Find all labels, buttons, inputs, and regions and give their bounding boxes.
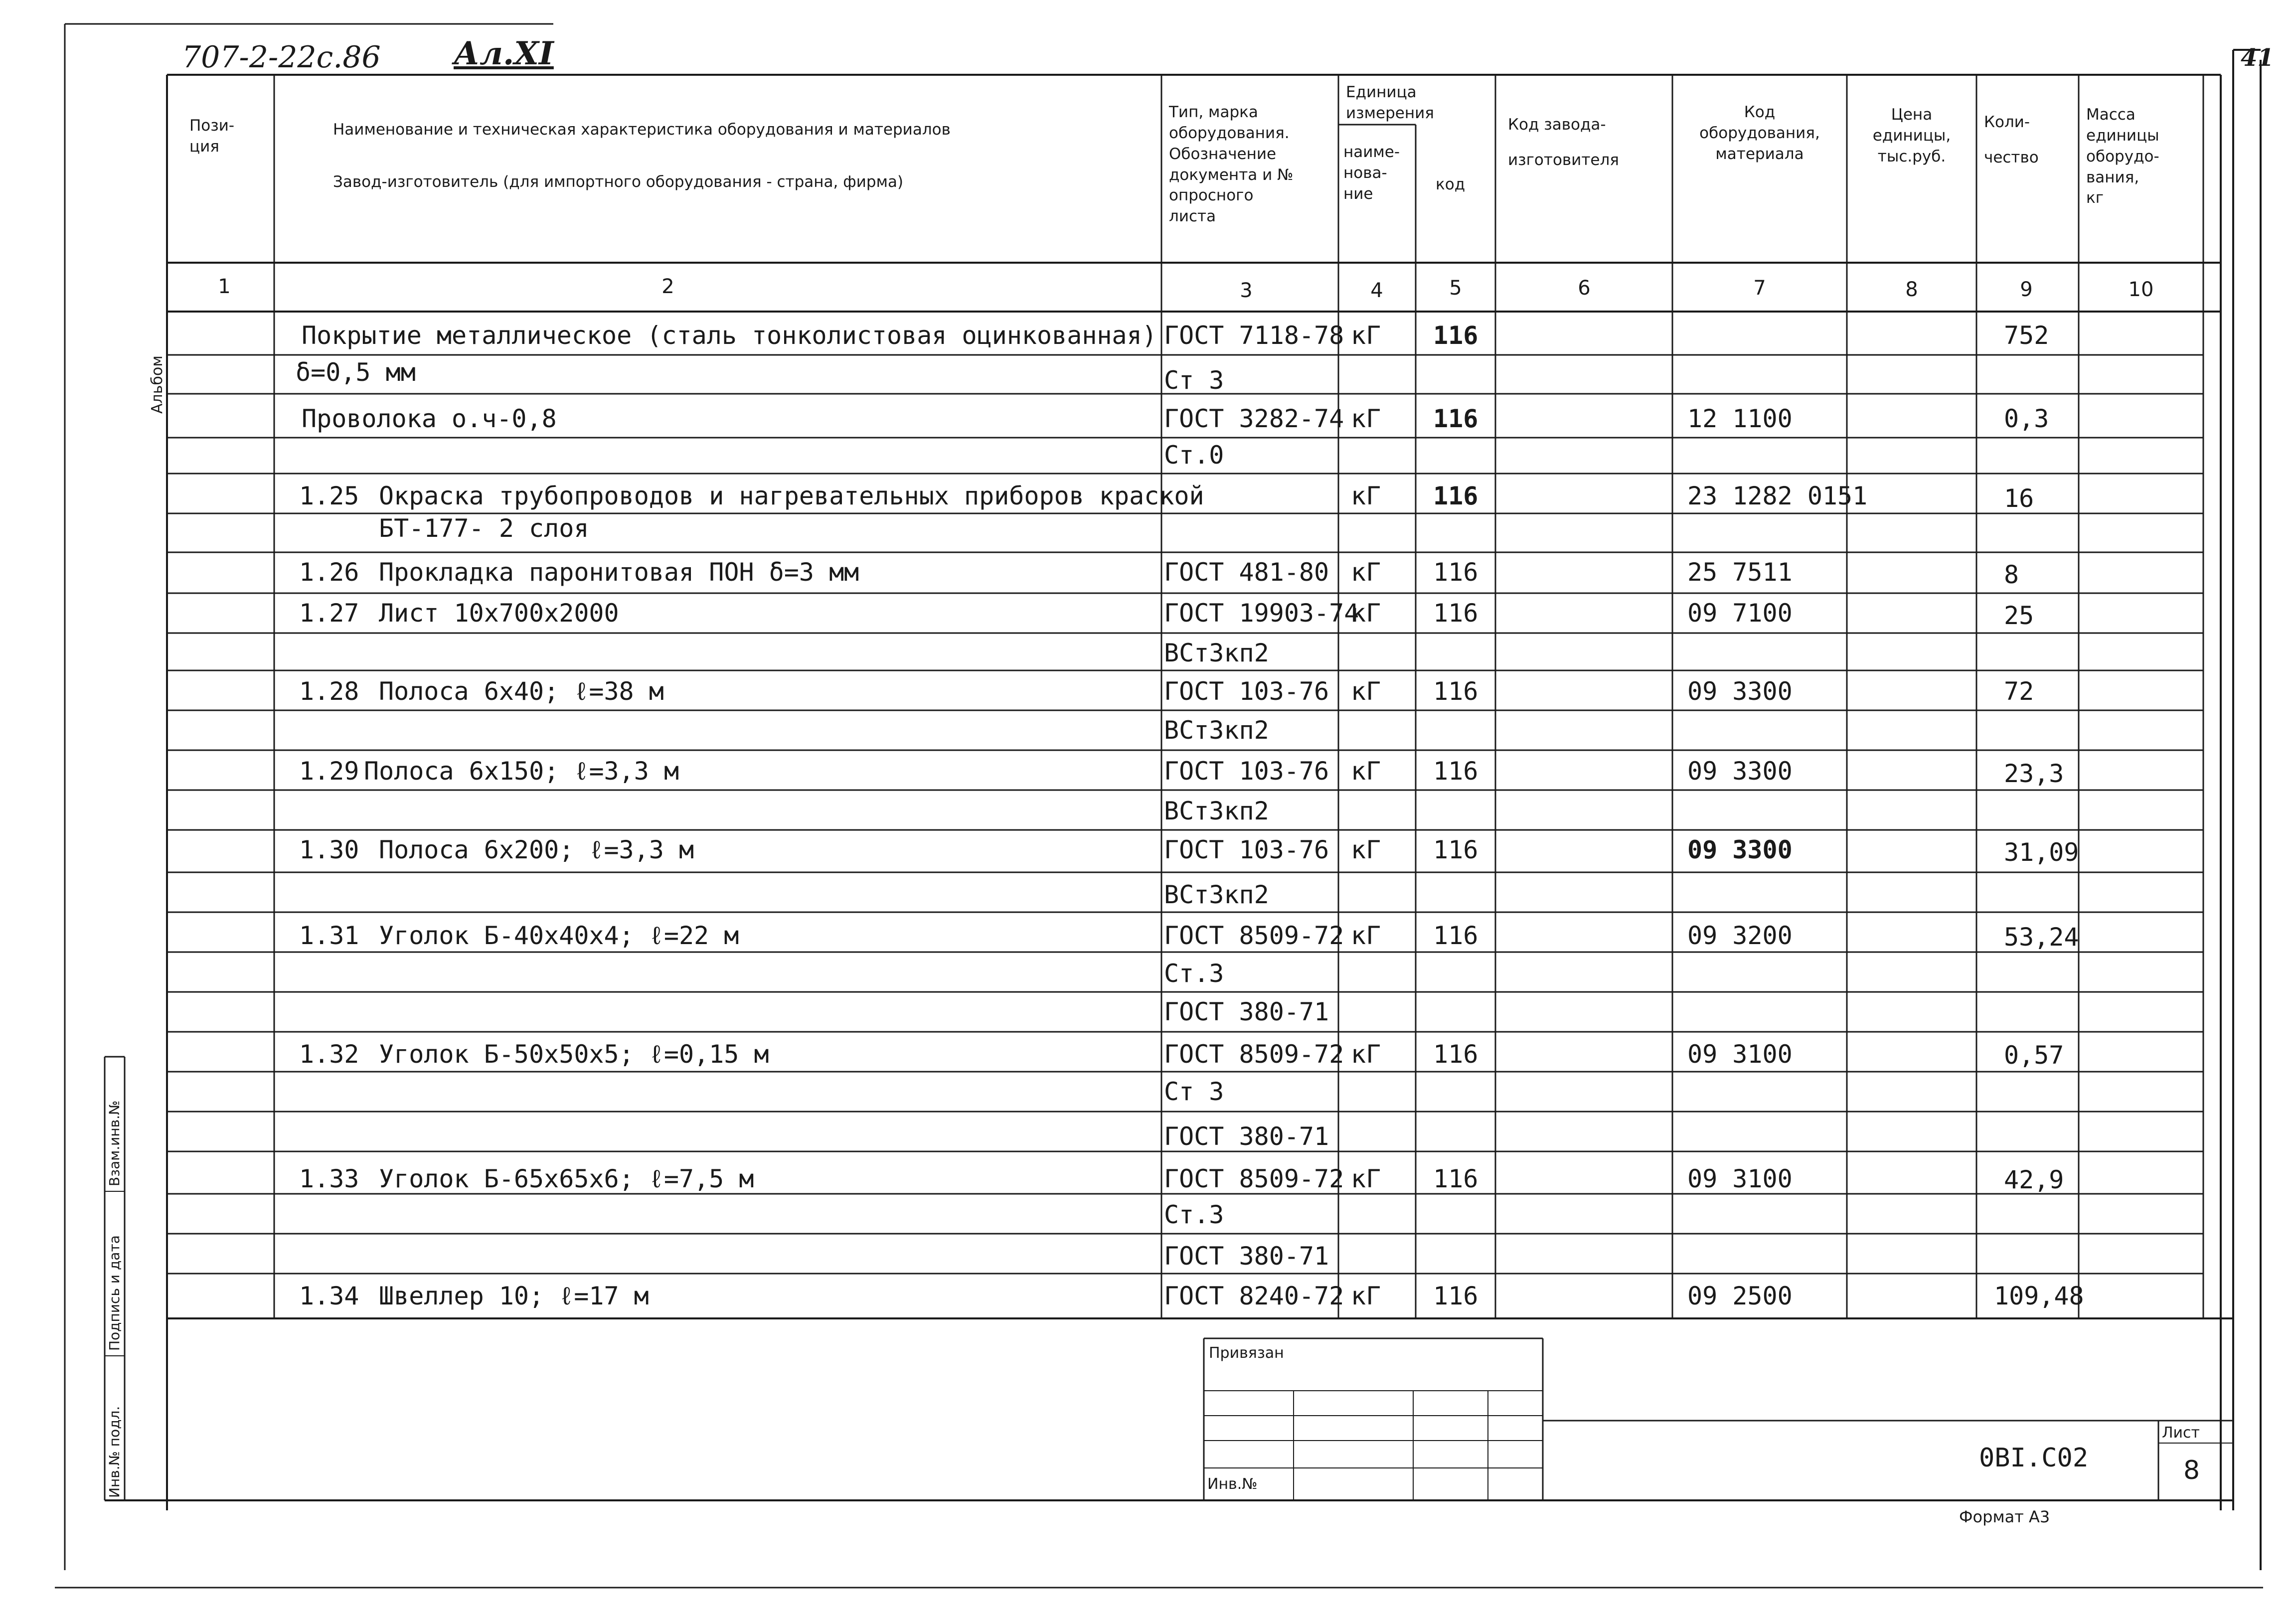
row-pos: 1.27 (299, 599, 359, 628)
row-equip: 09 3300 (1687, 835, 1793, 864)
row-pos: 1.32 (299, 1040, 359, 1069)
header-unit-name: наиме- нова- ние (1343, 143, 1400, 203)
row-code: 116 (1433, 921, 1478, 950)
header-factory-code: Код завода- изготовителя (1508, 116, 1619, 169)
row-type: ГОСТ 481-80 (1164, 558, 1329, 587)
header-equip-code: Код оборудования, материала (1699, 103, 1820, 163)
row-qty: 109,48 (1994, 1282, 2084, 1310)
row-unit: кГ (1351, 404, 1381, 433)
row-code: 116 (1433, 1164, 1478, 1193)
row-type: Ст.3 (1164, 1200, 1224, 1229)
side-label-inv-podl: Инв.№ подл. (106, 1406, 123, 1498)
album-code: 707-2-22с.86 (182, 40, 381, 75)
row-unit: кГ (1351, 757, 1381, 786)
row-qty: 752 (2004, 321, 2049, 350)
row-pos: 1.28 (299, 677, 359, 706)
row-qty: 72 (2004, 677, 2034, 706)
row-code: 116 (1433, 482, 1478, 510)
row-unit: кГ (1351, 558, 1381, 587)
row-type: Ст 3 (1164, 366, 1224, 395)
side-label-vzam-inv: Взам.инв.№ (106, 1100, 123, 1186)
row-name: Покрытие металлическое (сталь тонколистовая оцинкованная) (302, 321, 1157, 350)
header-price: Цена единицы, тыс.руб. (1872, 106, 1951, 165)
row-type: ГОСТ 103-76 (1164, 835, 1329, 864)
row-unit: кГ (1351, 835, 1381, 864)
row-unit: кГ (1351, 1164, 1381, 1193)
sheet-label: Лист (2162, 1424, 2200, 1442)
corner-mark: 41 (2241, 44, 2274, 72)
row-unit: кГ (1351, 1282, 1381, 1310)
row-name: БТ-177- 2 слоя (379, 514, 589, 543)
colnum-6: 6 (1578, 277, 1591, 300)
row-type: ГОСТ 3282-74 (1164, 404, 1344, 433)
side-label-album: Альбом (149, 355, 166, 414)
row-pos: 1.33 (299, 1164, 359, 1193)
row-equip: 09 3100 (1687, 1040, 1793, 1069)
stamp-inv-no: Инв.№ (1207, 1475, 1258, 1493)
row-equip: 09 3300 (1687, 757, 1793, 786)
row-pos: 1.25 (299, 482, 359, 510)
row-code: 116 (1433, 404, 1478, 433)
row-type: Ст 3 (1164, 1077, 1224, 1106)
row-type: ГОСТ 380-71 (1164, 997, 1329, 1026)
row-pos: 1.34 (299, 1282, 359, 1310)
row-name: Лист 10х700х2000 (379, 599, 619, 628)
album-volume: Ал.XI (454, 35, 554, 72)
colnum-8: 8 (1905, 278, 1918, 301)
header-qty: Коли- чество (1984, 113, 2039, 167)
row-unit: кГ (1351, 1040, 1381, 1069)
row-type: ГОСТ 380-71 (1164, 1242, 1329, 1271)
colnum-4: 4 (1370, 279, 1383, 302)
row-equip: 09 3100 (1687, 1164, 1793, 1193)
row-type: ГОСТ 8240-72 (1164, 1282, 1344, 1310)
row-type: Ст.3 (1164, 959, 1224, 988)
row-equip: 25 7511 (1687, 558, 1793, 587)
row-equip: 09 2500 (1687, 1282, 1793, 1310)
row-code: 116 (1433, 321, 1478, 350)
row-qty: 25 (2004, 601, 2034, 630)
row-equip: 12 1100 (1687, 404, 1793, 433)
side-label-podpis: Подпись и дата (106, 1235, 123, 1351)
row-equip: 23 1282 0151 (1687, 482, 1868, 510)
colnum-2: 2 (661, 275, 674, 298)
row-code: 116 (1433, 757, 1478, 786)
row-code: 116 (1433, 1282, 1478, 1310)
row-unit: кГ (1351, 482, 1381, 510)
sheet-number: 8 (2183, 1456, 2200, 1485)
row-code: 116 (1433, 1040, 1478, 1069)
row-qty: 42,9 (2004, 1165, 2064, 1194)
row-name: Проволока о.ч-0,8 (302, 404, 557, 433)
row-unit: кГ (1351, 599, 1381, 628)
row-type: ГОСТ 8509-72 (1164, 1040, 1344, 1069)
row-equip: 09 3200 (1687, 921, 1793, 950)
colnum-1: 1 (218, 275, 231, 298)
row-name: Уголок Б-50х50х5; ℓ=0,15 м (379, 1040, 769, 1069)
row-name: Прокладка паронитовая ПОН δ=3 мм (379, 558, 859, 587)
row-type: ВСт3кп2 (1164, 639, 1269, 667)
row-equip: 09 7100 (1687, 599, 1793, 628)
row-type: ГОСТ 8509-72 (1164, 921, 1344, 950)
colnum-3: 3 (1240, 279, 1253, 302)
header-type: Тип, марка оборудования. Обозначение документа и № опросного листа (1169, 103, 1294, 226)
row-name: Швеллер 10; ℓ=17 м (379, 1282, 649, 1310)
header-name-line2: Завод-изготовитель (для импортного оборудования - страна, фирма) (333, 173, 904, 191)
row-qty: 23,3 (2004, 759, 2064, 788)
row-unit: кГ (1351, 677, 1381, 706)
row-qty: 16 (2004, 484, 2034, 513)
colnum-7: 7 (1753, 277, 1766, 300)
row-qty: 8 (2004, 560, 2019, 589)
row-type: ГОСТ 8509-72 (1164, 1164, 1344, 1193)
colnum-5: 5 (1449, 277, 1462, 300)
colnum-10: 10 (2128, 278, 2154, 301)
row-type: ГОСТ 380-71 (1164, 1122, 1329, 1151)
row-code: 116 (1433, 677, 1478, 706)
row-name: Окраска трубопроводов и нагревательных приборов краской (379, 482, 1204, 510)
row-type: Ст.0 (1164, 441, 1224, 470)
row-type: ГОСТ 19903-74 (1164, 599, 1359, 628)
header-unit-group: Единица измерения (1346, 83, 1434, 122)
header-pos: Пози- ция (189, 117, 235, 156)
row-name: δ=0,5 мм (296, 358, 416, 387)
header-unit-code: код (1436, 175, 1466, 193)
row-qty: 0,3 (2004, 404, 2049, 433)
format-label: Формат А3 (1959, 1507, 2050, 1526)
row-unit: кГ (1351, 921, 1381, 950)
row-qty: 0,57 (2004, 1041, 2064, 1070)
row-type: ГОСТ 103-76 (1164, 757, 1329, 786)
row-pos: 1.26 (299, 558, 359, 587)
row-type: ГОСТ 7118-78 (1164, 321, 1344, 350)
row-qty: 53,24 (2004, 923, 2079, 952)
row-code: 116 (1433, 835, 1478, 864)
colnum-9: 9 (2020, 278, 2033, 301)
row-code: 116 (1433, 558, 1478, 587)
row-qty: 31,09 (2004, 838, 2079, 867)
row-type: ГОСТ 103-76 (1164, 677, 1329, 706)
row-type: ВСт3кп2 (1164, 716, 1269, 745)
row-type: ВСт3кп2 (1164, 797, 1269, 825)
row-equip: 09 3300 (1687, 677, 1793, 706)
row-code: 116 (1433, 599, 1478, 628)
row-name: Уголок Б-65х65х6; ℓ=7,5 м (379, 1164, 754, 1193)
row-name: Полоса 6х40; ℓ=38 м (379, 677, 664, 706)
row-pos: 1.30 (299, 835, 359, 864)
row-pos: 1.31 (299, 921, 359, 950)
row-pos: 1.29 (299, 757, 359, 786)
row-name: Уголок Б-40х40х4; ℓ=22 м (379, 921, 739, 950)
row-unit: кГ (1351, 321, 1381, 350)
document-code: 0ВI.С02 (1979, 1443, 2089, 1473)
row-name: Полоса 6х150; ℓ=3,3 м (364, 757, 679, 786)
row-type: ВСт3кп2 (1164, 880, 1269, 909)
header-mass: Масса единицы оборудо- вания, кг (2086, 106, 2159, 207)
row-name: Полоса 6х200; ℓ=3,3 м (379, 835, 694, 864)
stamp-privyazan: Привязан (1209, 1344, 1284, 1362)
header-name-line1: Наименование и техническая характеристика оборудования и материалов (333, 121, 951, 139)
